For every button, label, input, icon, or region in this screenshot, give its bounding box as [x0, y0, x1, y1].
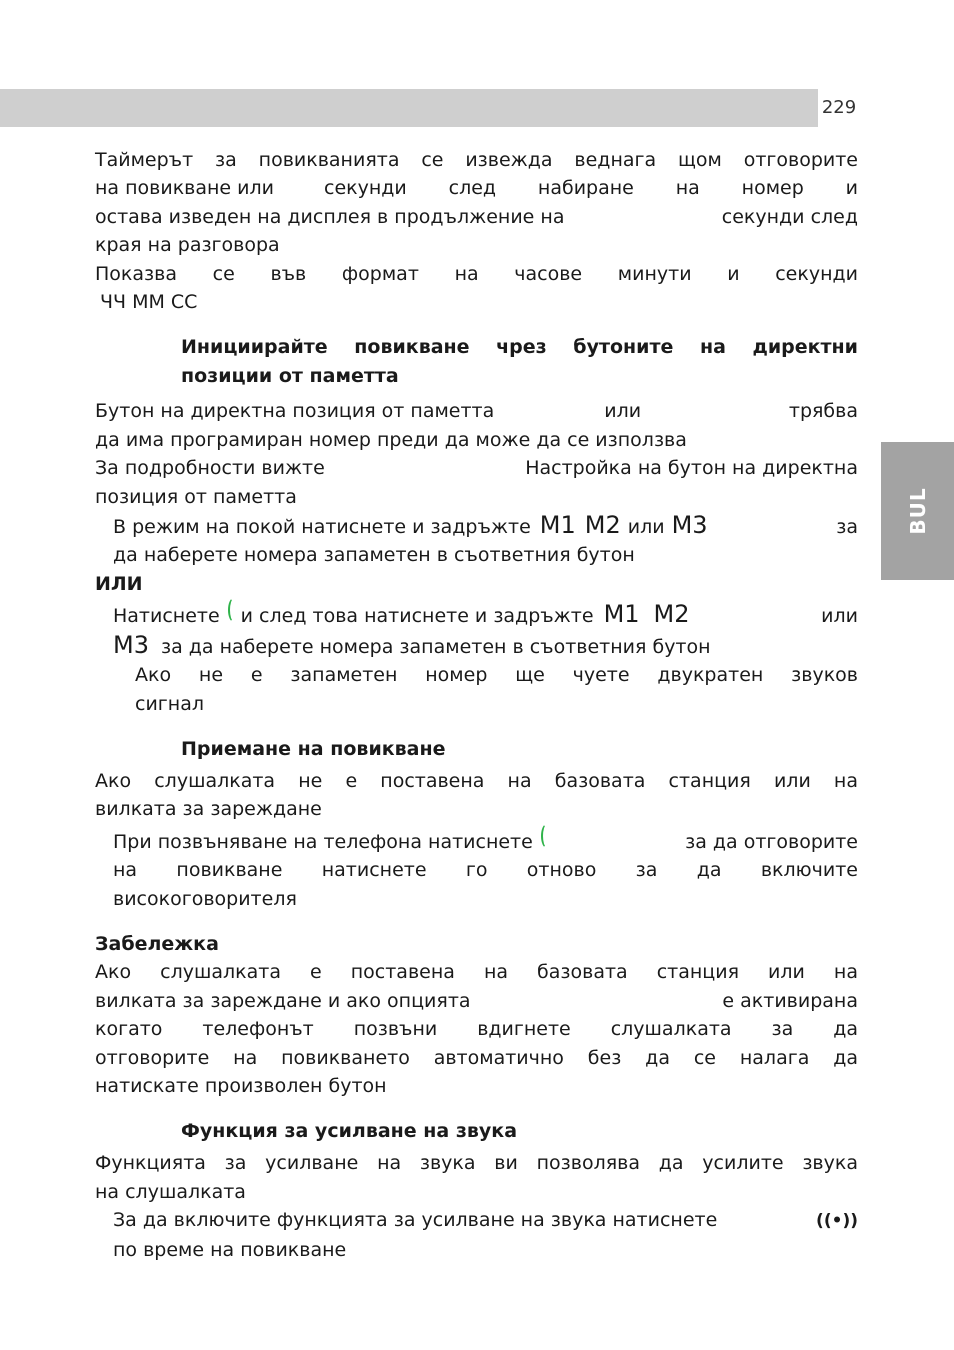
text-line: Ако слушалката е поставена на базовата станция или на [95, 961, 858, 984]
note-line: сигнал [135, 692, 204, 715]
step-line: на повикване натиснете го отново за да включите [113, 859, 858, 882]
step-line: M3 за да наберете номера запаметен в съответния бутон [113, 630, 711, 659]
note-heading: Забележка [95, 932, 219, 955]
text-line: За подробности вижте Настройка на бутон на директна [95, 457, 858, 480]
text-line: Бутон на директна позиция от паметта или трябва [95, 400, 858, 423]
memory-key-m2: M2 [584, 511, 621, 540]
text-line: на повикване или секунди след набиране на номер и [95, 177, 858, 200]
page-number: 229 [818, 89, 860, 127]
text-line: натискате произволен бутон [95, 1074, 387, 1097]
step-line: по време на повикване [113, 1238, 347, 1261]
page-content [95, 146, 858, 1264]
text-line: когато телефонът позвъни вдигнете слушалката за да [95, 1018, 858, 1041]
text-line: Таймерът за повикванията се извежда веднага щом отговорите [95, 149, 858, 171]
memory-key-m3: M3 [671, 511, 708, 540]
section-heading: Приемане на повикване [181, 737, 446, 760]
text-line: края на разговора [95, 234, 280, 257]
section-heading: позиции от паметта [181, 365, 399, 388]
memory-key-m1: M1 [603, 600, 640, 629]
memory-key-m3: M3 [113, 630, 149, 659]
language-tab-label: BUL [905, 487, 930, 535]
section-heading: Функция за усилване на звука [181, 1120, 518, 1143]
text-line: на слушалката [95, 1180, 246, 1203]
section-heading: Инициирайте повикване чрез бутоните на директни [181, 336, 858, 359]
answer-call-icon [541, 824, 552, 848]
volume-boost-icon: ((•)) [816, 1211, 858, 1232]
step-line: За да включите функцията за усилване на звука натиснете ((•)) [95, 1206, 858, 1235]
text-line: ЧЧ ММ СС [100, 291, 198, 314]
or-label: ИЛИ [95, 572, 143, 595]
header-bar [0, 89, 860, 127]
text-line: вилката за зареждане и ако опцията е активирана [95, 989, 858, 1012]
text-line: отговорите на повикването автоматично без да се налага да [95, 1046, 858, 1069]
step-line: Натиснете и след това натиснете и задръжте M1 M2 или [113, 600, 858, 629]
step-line: високоговорителя [113, 887, 297, 910]
language-tab [881, 442, 954, 580]
step-line: В режим на покой натиснете и задръжте M1 M2 или M3 за [113, 511, 858, 540]
text-line: позиция от паметта [95, 485, 297, 508]
text-line: да има програмиран номер преди да може да се използва [95, 428, 687, 451]
text-line: Функцията за усилване на звука ви позволява да усилите звука [95, 1152, 858, 1175]
text-line: Ако слушалката не е поставена на базовата станция или на [95, 769, 858, 792]
note-line: Ако не е запаметен номер ще чуете двукратен звуков [135, 664, 858, 687]
step-line: При позвъняване на телефона натиснете за да отговорите [95, 824, 858, 856]
text-line: остава изведен на дисплея в продължение на секунди след [95, 205, 858, 228]
answer-call-icon [228, 598, 239, 622]
step-line: да наберете номера запаметен в съответния бутон [113, 544, 635, 567]
text-line: вилката за зареждане [95, 798, 322, 821]
memory-key-m2: M2 [653, 600, 690, 629]
text-line: Показва се във формат на часове минути и секунди [95, 262, 858, 285]
memory-key-m1: M1 [539, 511, 576, 540]
